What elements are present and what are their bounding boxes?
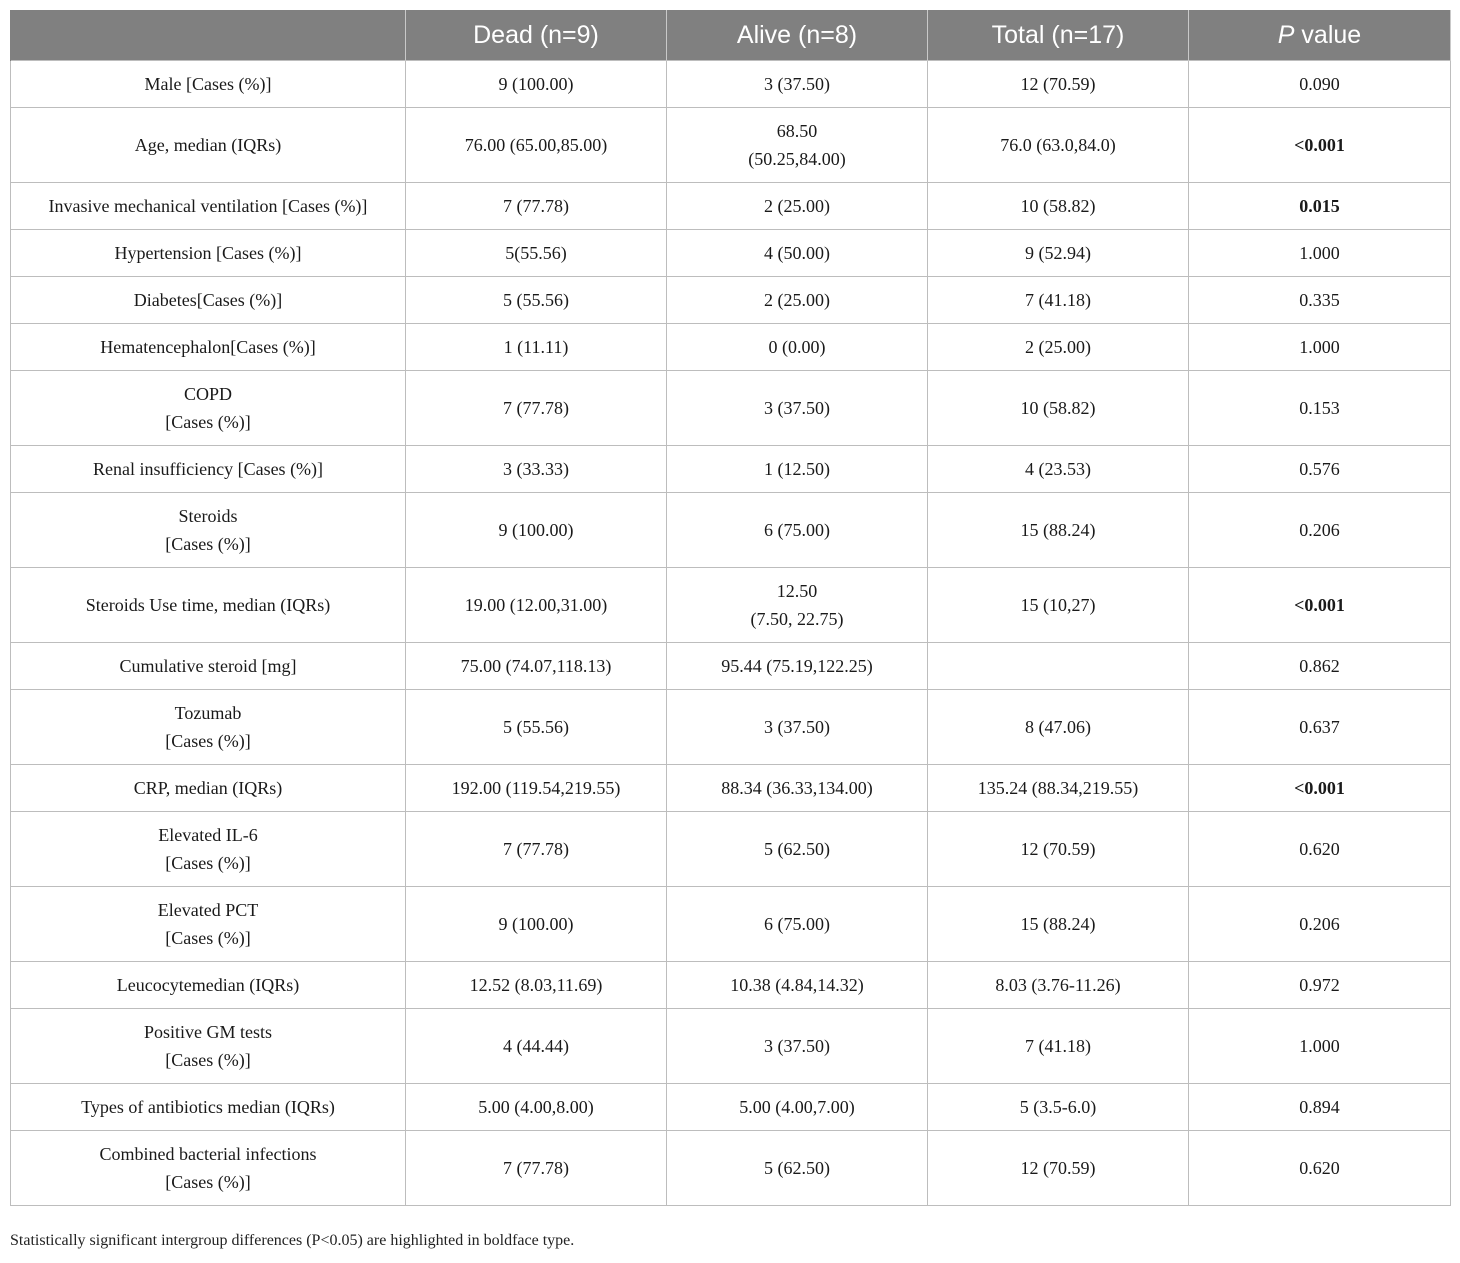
cell-variable-line: Diabetes[Cases (%)] [133, 290, 283, 310]
cell-p-value: 0.620 [1189, 1131, 1451, 1206]
cell-alive-line: 68.50 [776, 121, 818, 141]
cell-total [928, 371, 1189, 446]
table-row [11, 371, 1451, 446]
cell-alive [667, 183, 928, 230]
outcomes-table [10, 10, 1451, 1206]
cell-dead [406, 690, 667, 765]
cell-dead [406, 887, 667, 962]
cell-p-value: <0.001 [1189, 108, 1451, 183]
cell-p-value: 0.335 [1189, 277, 1451, 324]
cell-total-line: 2 (25.00) [1025, 337, 1091, 357]
table-row [11, 962, 1451, 1009]
cell-p-value: 1.000 [1189, 1009, 1451, 1084]
cell-dead-line: 12.52 (8.03,11.69) [469, 975, 603, 995]
cell-alive-line: 6 (75.00) [764, 914, 830, 934]
cell-p-value: 0.153 [1189, 371, 1451, 446]
cell-variable-line: CRP, median (IQRs) [133, 778, 283, 798]
cell-variable [11, 887, 406, 962]
cell-variable [11, 446, 406, 493]
cell-total-line: 12 (70.59) [1020, 74, 1096, 94]
cell-variable [11, 324, 406, 371]
cell-variable-line: Tozumab [174, 703, 242, 723]
cell-p-value: 0.576 [1189, 446, 1451, 493]
table-row [11, 568, 1451, 643]
cell-variable-line: [Cases (%)] [165, 534, 251, 554]
table-row [11, 183, 1451, 230]
cell-total-line: 5 (3.5-6.0) [1019, 1097, 1097, 1117]
cell-total-line: 7 (41.18) [1025, 1036, 1091, 1056]
table-row [11, 690, 1451, 765]
table-row [11, 643, 1451, 690]
cell-variable [11, 61, 406, 108]
table-row [11, 1084, 1451, 1131]
cell-dead [406, 324, 667, 371]
cell-dead [406, 962, 667, 1009]
cell-variable [11, 371, 406, 446]
header-alive: Alive (n=8) [667, 10, 928, 61]
cell-alive [667, 230, 928, 277]
cell-alive [667, 962, 928, 1009]
cell-p-value: 0.620 [1189, 812, 1451, 887]
cell-dead-line: 1 (11.11) [503, 337, 569, 357]
table-footnote: Statistically significant intergroup differences (P<0.05) are highlighted in boldface type. [10, 1232, 575, 1249]
table-row [11, 61, 1451, 108]
cell-dead-line: 5(55.56) [505, 243, 567, 263]
cell-total-line: 135.24 (88.34,219.55) [977, 778, 1139, 798]
cell-p-value: 0.090 [1189, 61, 1451, 108]
cell-dead [406, 765, 667, 812]
cell-variable [11, 1131, 406, 1206]
cell-alive-line: 5.00 (4.00,7.00) [739, 1097, 855, 1117]
cell-alive-line: 2 (25.00) [764, 290, 830, 310]
cell-variable [11, 962, 406, 1009]
cell-variable-line: Age, median (IQRs) [134, 135, 282, 155]
cell-alive-line: 3 (37.50) [764, 74, 830, 94]
cell-p-value: 0.206 [1189, 493, 1451, 568]
cell-dead-line: 5 (55.56) [503, 717, 569, 737]
cell-total [928, 183, 1189, 230]
cell-p-value: 0.637 [1189, 690, 1451, 765]
cell-dead-line: 19.00 (12.00,31.00) [464, 595, 608, 615]
cell-dead [406, 1131, 667, 1206]
cell-dead-line: 3 (33.33) [503, 459, 569, 479]
cell-alive [667, 690, 928, 765]
cell-variable [11, 568, 406, 643]
cell-variable-line: Invasive mechanical ventilation [Cases (%)] [48, 196, 368, 216]
cell-total-line: 76.0 (63.0,84.0) [1000, 135, 1116, 155]
cell-total [928, 887, 1189, 962]
cell-variable-line: Positive GM tests [143, 1022, 272, 1042]
table-row [11, 493, 1451, 568]
cell-alive [667, 371, 928, 446]
cell-dead-line: 7 (77.78) [503, 398, 569, 418]
header-total: Total (n=17) [928, 10, 1189, 61]
cell-variable-line: [Cases (%)] [165, 412, 251, 432]
cell-alive [667, 1131, 928, 1206]
cell-total [928, 277, 1189, 324]
cell-alive-line: (50.25,84.00) [748, 149, 846, 169]
cell-total [928, 446, 1189, 493]
cell-dead [406, 277, 667, 324]
cell-dead-line: 75.00 (74.07,118.13) [460, 656, 612, 676]
cell-alive-line: 4 (50.00) [764, 243, 830, 263]
cell-alive [667, 887, 928, 962]
cell-total-line: 12 (70.59) [1020, 1158, 1096, 1178]
cell-dead [406, 568, 667, 643]
cell-alive [667, 108, 928, 183]
header-p-italic: P [1277, 20, 1295, 49]
cell-variable-line: COPD [183, 384, 232, 404]
cell-total [928, 812, 1189, 887]
cell-total [928, 108, 1189, 183]
cell-variable-line: [Cases (%)] [165, 928, 251, 948]
table-row [11, 230, 1451, 277]
cell-p-value: 1.000 [1189, 324, 1451, 371]
cell-alive-line: 0 (0.00) [768, 337, 826, 357]
cell-dead [406, 812, 667, 887]
data-table-container [10, 10, 1450, 1206]
cell-alive [667, 1009, 928, 1084]
cell-alive-line: (7.50, 22.75) [750, 609, 844, 629]
cell-variable [11, 1084, 406, 1131]
table-row [11, 765, 1451, 812]
cell-variable-line: Male [Cases (%)] [144, 74, 272, 94]
cell-total [928, 643, 1189, 690]
cell-total [928, 765, 1189, 812]
cell-p-value: <0.001 [1189, 765, 1451, 812]
table-row [11, 1131, 1451, 1206]
cell-dead [406, 61, 667, 108]
cell-dead [406, 493, 667, 568]
cell-alive-line: 88.34 (36.33,134.00) [721, 778, 873, 798]
cell-alive [667, 61, 928, 108]
cell-variable [11, 183, 406, 230]
cell-dead-line: 7 (77.78) [503, 1158, 569, 1178]
cell-variable [11, 493, 406, 568]
cell-variable-line: Elevated IL-6 [158, 825, 258, 845]
cell-variable [11, 1009, 406, 1084]
cell-total [928, 962, 1189, 1009]
cell-dead [406, 446, 667, 493]
cell-variable [11, 643, 406, 690]
cell-variable-line: Hematencephalon[Cases (%)] [100, 337, 316, 357]
cell-variable [11, 277, 406, 324]
cell-total-line: 10 (58.82) [1020, 196, 1096, 216]
cell-dead-line: 7 (77.78) [503, 196, 569, 216]
cell-dead-line: 9 (100.00) [498, 74, 574, 94]
cell-variable-line: Leucocytemedian (IQRs) [116, 975, 300, 995]
table-row [11, 1009, 1451, 1084]
cell-total [928, 493, 1189, 568]
cell-total [928, 61, 1189, 108]
cell-alive [667, 643, 928, 690]
cell-alive [667, 568, 928, 643]
table-row [11, 277, 1451, 324]
cell-p-value: 0.206 [1189, 887, 1451, 962]
table-body [11, 61, 1451, 1206]
table-row [11, 887, 1451, 962]
cell-total-line: 10 (58.82) [1020, 398, 1096, 418]
cell-dead [406, 108, 667, 183]
cell-total [928, 1084, 1189, 1131]
cell-total [928, 690, 1189, 765]
cell-alive-line: 5 (62.50) [764, 1158, 830, 1178]
cell-variable-line: Steroids Use time, median (IQRs) [85, 595, 331, 615]
cell-dead [406, 371, 667, 446]
cell-variable-line: [Cases (%)] [165, 731, 251, 751]
header-dead: Dead (n=9) [406, 10, 667, 61]
cell-total-line: 4 (23.53) [1025, 459, 1091, 479]
cell-dead [406, 230, 667, 277]
header-row [11, 10, 1451, 61]
cell-dead [406, 1084, 667, 1131]
cell-dead-line: 5.00 (4.00,8.00) [478, 1097, 594, 1117]
cell-variable-line: Combined bacterial infections [99, 1144, 317, 1164]
cell-total-line: 15 (88.24) [1020, 520, 1096, 540]
cell-total-line: 12 (70.59) [1020, 839, 1096, 859]
cell-variable [11, 230, 406, 277]
cell-variable-line: [Cases (%)] [165, 1172, 251, 1192]
cell-variable-line: [Cases (%)] [165, 853, 251, 873]
cell-dead-line: 5 (55.56) [503, 290, 569, 310]
cell-variable-line: Types of antibiotics median (IQRs) [81, 1097, 335, 1117]
cell-total-line: 9 (52.94) [1025, 243, 1091, 263]
cell-variable [11, 812, 406, 887]
cell-alive [667, 324, 928, 371]
table-row [11, 812, 1451, 887]
cell-alive-line: 10.38 (4.84,14.32) [730, 975, 864, 995]
cell-alive [667, 1084, 928, 1131]
cell-alive-line: 5 (62.50) [764, 839, 830, 859]
cell-p-value: 0.015 [1189, 183, 1451, 230]
cell-total [928, 1009, 1189, 1084]
cell-variable-line: Cumulative steroid [mg] [119, 656, 297, 676]
cell-total-line: 15 (10,27) [1020, 595, 1096, 615]
cell-alive [667, 765, 928, 812]
cell-p-value: 0.894 [1189, 1084, 1451, 1131]
cell-total-line: 15 (88.24) [1020, 914, 1096, 934]
cell-variable-line: Steroids [178, 506, 238, 526]
cell-dead-line: 9 (100.00) [498, 914, 574, 934]
cell-total-line: 8.03 (3.76-11.26) [995, 975, 1121, 995]
cell-alive-line: 3 (37.50) [764, 717, 830, 737]
cell-variable [11, 765, 406, 812]
cell-alive-line: 1 (12.50) [764, 459, 830, 479]
cell-dead [406, 643, 667, 690]
cell-dead-line: 9 (100.00) [498, 520, 574, 540]
cell-alive-line: 12.50 [776, 581, 818, 601]
cell-dead-line: 76.00 (65.00,85.00) [464, 135, 608, 155]
cell-alive-line: 6 (75.00) [764, 520, 830, 540]
cell-total [928, 568, 1189, 643]
cell-total [928, 324, 1189, 371]
cell-p-value: 1.000 [1189, 230, 1451, 277]
cell-variable-line: Elevated PCT [157, 900, 259, 920]
cell-p-value: 0.972 [1189, 962, 1451, 1009]
table-row [11, 446, 1451, 493]
header-variable [11, 10, 406, 61]
cell-dead [406, 1009, 667, 1084]
cell-alive [667, 812, 928, 887]
cell-alive [667, 277, 928, 324]
cell-total-line: 8 (47.06) [1025, 717, 1091, 737]
cell-total [928, 1131, 1189, 1206]
cell-total [928, 230, 1189, 277]
cell-variable [11, 108, 406, 183]
header-p-value [1189, 10, 1451, 61]
cell-alive-line: 3 (37.50) [764, 1036, 830, 1056]
cell-variable-line: Hypertension [Cases (%)] [114, 243, 302, 263]
cell-p-value: 0.862 [1189, 643, 1451, 690]
cell-variable-line: Renal insufficiency [Cases (%)] [92, 459, 324, 479]
table-row [11, 324, 1451, 371]
cell-p-value: <0.001 [1189, 568, 1451, 643]
cell-dead-line: 192.00 (119.54,219.55) [451, 778, 621, 798]
cell-alive-line: 2 (25.00) [764, 196, 830, 216]
cell-variable-line: [Cases (%)] [165, 1050, 251, 1070]
cell-total-line: 7 (41.18) [1025, 290, 1091, 310]
cell-alive [667, 493, 928, 568]
cell-dead-line: 7 (77.78) [503, 839, 569, 859]
header-p-rest: value [1294, 20, 1362, 49]
table-header [11, 10, 1451, 61]
cell-variable [11, 690, 406, 765]
cell-dead [406, 183, 667, 230]
cell-alive [667, 446, 928, 493]
cell-alive-line: 95.44 (75.19,122.25) [721, 656, 873, 676]
cell-dead-line: 4 (44.44) [503, 1036, 569, 1056]
cell-alive-line: 3 (37.50) [764, 398, 830, 418]
table-row [11, 108, 1451, 183]
